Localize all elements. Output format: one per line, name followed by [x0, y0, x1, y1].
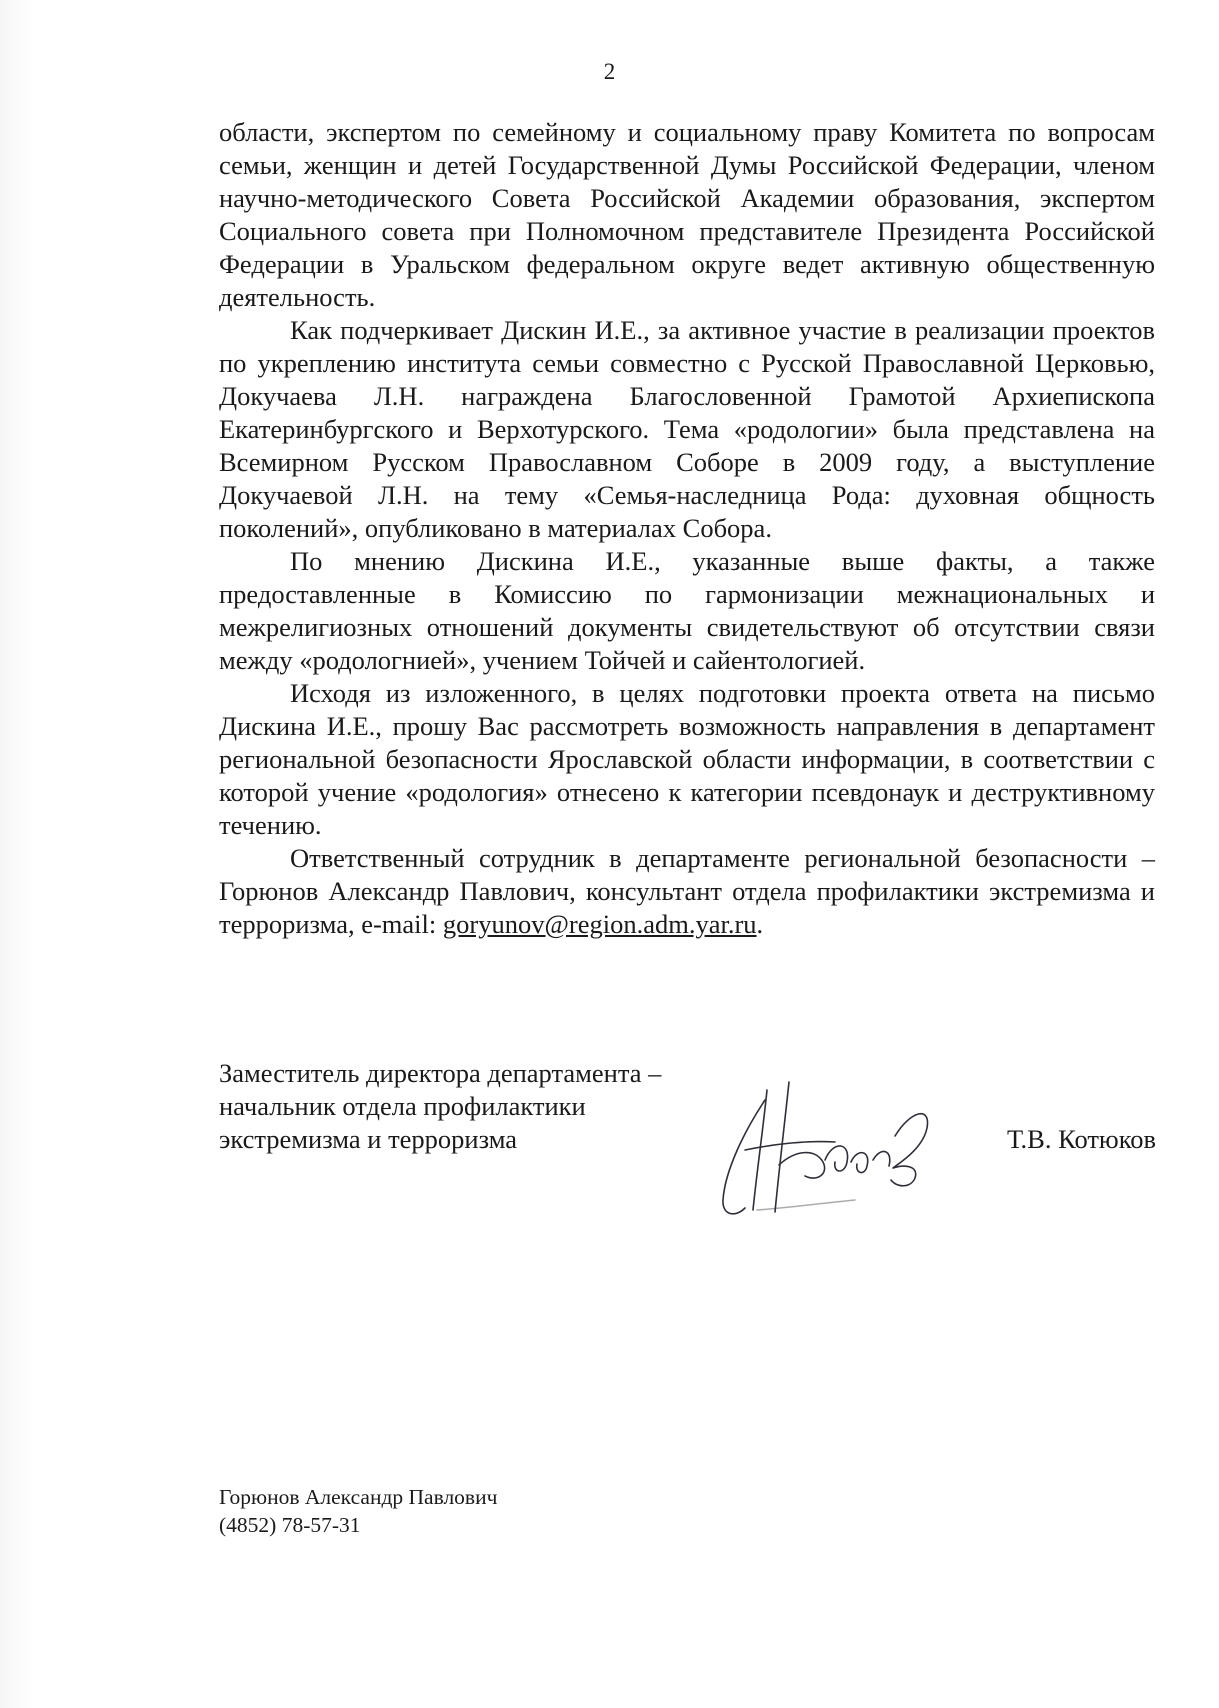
signer-name: Т.В. Котюков — [1007, 1124, 1157, 1154]
paragraph-continuation — [219, 116, 1155, 314]
email-link[interactable]: goryunov@region.adm.yar.ru — [442, 909, 757, 939]
paragraph-awards — [219, 314, 1155, 545]
paragraph-text: Как подчеркивает Дискин И.Е., за активное участие в реализации проектов по укреплению института семьи совместно с Русской Православной Церковью, Докучаева Л.Н. награждена Благословенной Грамотой Архиепископа Екатеринбургского и Верхотурского. Тема «родологии» была представлена на Всемирном Русском Православном Соборе в 2009 году, а выступление Докучаевой Л.Н. на тему «Семья-наследница Рода: духовная общность поколений», опубликовано в материалах Собора. — [219, 315, 1155, 543]
signatory-title-line: экстремизма и терроризма — [219, 1124, 518, 1154]
signatory-title-line: Заместитель директора департамента – — [219, 1058, 662, 1088]
paragraph-request — [219, 677, 1155, 842]
paragraph-text: области, экспертом по семейному и социальному праву Комитета по вопросам семьи, женщин и детей Государственной Думы Российской Федерации, членом научно-методического Совета Российской Академии образования, экспертом Социального совета при Полномочном представителе Президента Российской Федерации в Уральском федеральном округе ведет активную общественную деятельность. — [219, 117, 1155, 312]
executor-phone: (4852) 78-57-31 — [219, 1513, 361, 1537]
handwritten-signature — [705, 1070, 945, 1222]
signatory-title-line: начальник отдела профилактики — [219, 1091, 586, 1121]
executor-name: Горюнов Александр Павлович — [219, 1485, 498, 1509]
paragraph-contact — [219, 842, 1155, 941]
paragraph-text: . — [756, 909, 764, 939]
paragraph-text: По мнению Дискина И.Е., указанные выше факты, а также предоставленные в Комиссию по гармонизации межнациональных и межрелигиозных отношений документы свидетельствуют об отсутствии связи между «родологнией», учением Тойчей и сайентологией. — [219, 546, 1155, 675]
paragraph-text: Исходя из изложенного, в целях подготовки проекта ответа на письмо Дискина И.Е., прошу Вас рассмотреть возможность направления в департамент региональной безопасности Ярославской области информации, в соответствии с которой учение «родология» отнесено к категории псевдонаук и деструктивному течению. — [219, 678, 1155, 840]
letter-body — [219, 116, 1155, 941]
paragraph-opinion — [219, 545, 1155, 677]
executor-info — [219, 1483, 497, 1539]
paragraph-text: Ответственный сотрудник в департаменте региональной безопасности – Горюнов Александр Павлович, консультант отдела профилактики экстремизма и терроризма, e-mail: — [219, 843, 1155, 939]
signatory-title — [219, 1057, 719, 1156]
scan-edge-shadow — [0, 0, 34, 1708]
page-number: 2 — [603, 59, 616, 84]
